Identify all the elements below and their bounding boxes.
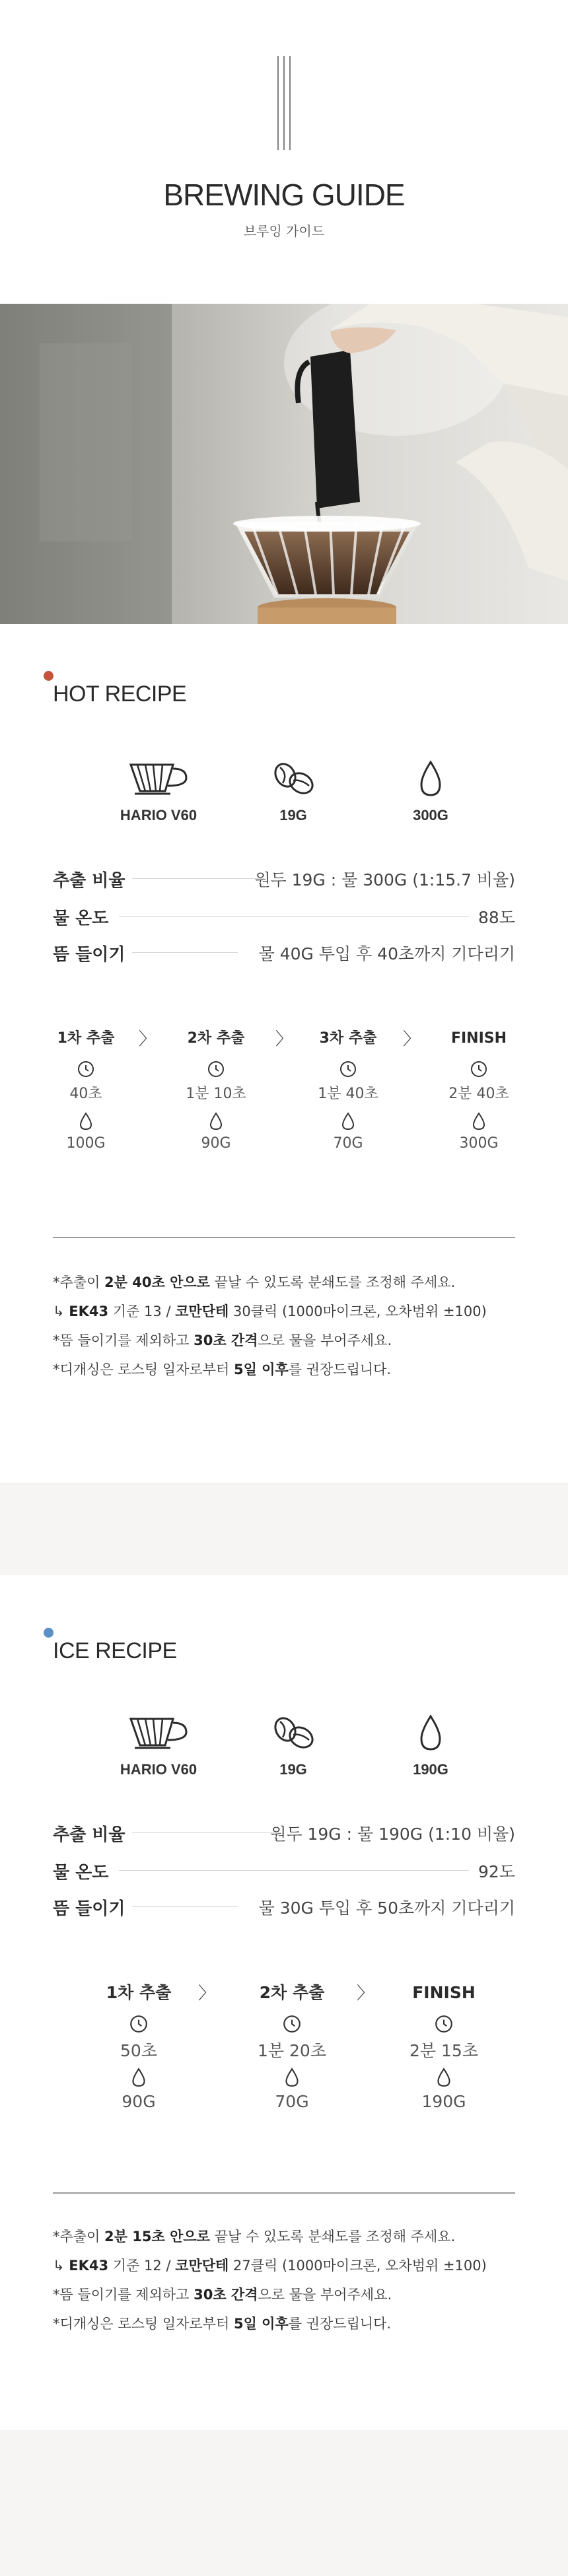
step-label: 2차 추출 [187, 1030, 245, 1047]
notes [53, 1268, 528, 1384]
page-header [0, 0, 568, 304]
step-3 [299, 1027, 398, 1155]
water-drop-icon [129, 2067, 149, 2088]
section-dot [44, 671, 53, 681]
notes [53, 2222, 528, 2338]
step-time: 1분 20초 [258, 2041, 326, 2060]
water-drop-icon [207, 1111, 225, 1131]
section-dot [44, 1628, 53, 1638]
step-water: 90G [122, 2092, 156, 2111]
note: ↳ EK43 기준 13 / 코만단테 30클릭 (1000마이크론, 오차범위 ±100) [53, 1304, 487, 1319]
water-drop-icon [77, 1111, 95, 1131]
step-2 [166, 1027, 266, 1155]
info-key: 물 온도 [53, 909, 109, 928]
step-time: 2분 15초 [409, 2041, 478, 2060]
arrow-icon: 〉 [138, 1029, 156, 1049]
note: *뜸 들이기를 제외하고 30초 간격으로 물을 부어주세요. [53, 1333, 392, 1348]
info-value: 물 40G 투입 후 40초까지 기다리기 [258, 944, 515, 963]
info-value: 물 30G 투입 후 50초까지 기다리기 [258, 1898, 515, 1918]
info-key: 추출 비율 [53, 1825, 125, 1845]
water-drop-icon [339, 1111, 357, 1131]
equipment-label: HARIO V60 [120, 1761, 197, 1778]
equipment-label: 300G [413, 807, 448, 823]
step-label: FINISH [450, 1030, 507, 1047]
coffee-bean-icon [260, 1714, 326, 1753]
clock-icon [434, 2014, 454, 2034]
leader-line [132, 952, 238, 953]
step-2 [239, 1981, 345, 2112]
step-water: 70G [333, 1135, 363, 1152]
note: *디개싱은 로스팅 일자로부터 5일 이후를 권장드립니다. [53, 2316, 392, 2332]
info-row-ratio [53, 867, 515, 893]
step-time: 50초 [120, 2041, 157, 2060]
extraction-steps [0, 1027, 568, 1185]
note: *디개싱은 로스팅 일자로부터 5일 이후를 권장드립니다. [53, 1362, 392, 1377]
dripper-icon [125, 1714, 192, 1753]
ice-recipe-section [0, 1615, 568, 2427]
equipment-beans [227, 1714, 359, 1778]
info-value: 88도 [478, 908, 515, 927]
step-label: 3차 추출 [319, 1030, 377, 1047]
step-finish [391, 1981, 497, 2112]
note: ↳ EK43 기준 12 / 코만단테 27클릭 (1000마이크론, 오차범위 ±100) [53, 2258, 487, 2274]
equipment-dripper [92, 1714, 225, 1778]
hero-photo [0, 304, 568, 624]
page-subtitle: 브루잉 가이드 [243, 223, 325, 239]
note: *추출이 2분 15초 안으로 끝날 수 있도록 분쇄도를 조정해 주세요. [53, 2229, 456, 2245]
step-label: 1차 추출 [106, 1983, 172, 2002]
equipment-beans [227, 759, 359, 823]
dripper-icon [125, 759, 192, 799]
info-value: 92도 [478, 1862, 515, 1881]
water-drop-icon [434, 2067, 454, 2088]
info-row-ratio [53, 1821, 515, 1848]
step-time: 1분 10초 [186, 1086, 246, 1102]
divider [53, 2192, 515, 2194]
leader-line [132, 878, 264, 879]
section-title: ICE RECIPE [53, 1638, 177, 1663]
step-1 [36, 1027, 135, 1155]
clock-icon [470, 1060, 488, 1078]
step-water: 300G [459, 1135, 499, 1152]
arrow-icon: 〉 [275, 1029, 293, 1049]
equipment-label: 19G [279, 1761, 307, 1778]
divider [53, 1237, 515, 1238]
water-drop-icon [398, 1714, 464, 1753]
step-label: 1차 추출 [57, 1030, 115, 1047]
extraction-steps [0, 1981, 568, 2140]
clock-icon [77, 1060, 95, 1078]
note: *뜸 들이기를 제외하고 30초 간격으로 물을 부어주세요. [53, 2287, 392, 2303]
section-separator [0, 1482, 568, 1575]
step-water: 70G [275, 2092, 309, 2111]
step-time: 1분 40초 [318, 1086, 378, 1102]
page-title: BREWING GUIDE [163, 178, 405, 212]
step-1 [86, 1981, 192, 2112]
step-label: FINISH [412, 1983, 476, 2002]
arrow-icon: 〉 [197, 1983, 215, 2003]
step-water: 100G [66, 1135, 106, 1152]
info-value: 원두 19G : 물 190G (1:10 비율) [270, 1825, 515, 1844]
equipment-label: HARIO V60 [120, 807, 197, 823]
leader-line [132, 1832, 281, 1833]
decorative-lines-icon [0, 56, 568, 150]
equipment-water [365, 759, 497, 823]
leader-line [119, 1870, 469, 1871]
info-key: 물 온도 [53, 1863, 109, 1883]
section-title: HOT RECIPE [53, 681, 187, 707]
equipment-label: 19G [279, 807, 307, 823]
info-key: 뜸 들이기 [53, 945, 125, 965]
coffee-bean-icon [260, 759, 326, 799]
step-label: 2차 추출 [259, 1983, 325, 2002]
footer-band [0, 2430, 568, 2576]
arrow-icon: 〉 [356, 1983, 374, 2003]
note: *추출이 2분 40초 안으로 끝날 수 있도록 분쇄도를 조정해 주세요. [53, 1274, 456, 1290]
pour-over-illustration [0, 304, 568, 624]
equipment-label: 190G [413, 1761, 448, 1778]
equipment-dripper [92, 759, 225, 823]
arrow-icon: 〉 [402, 1029, 420, 1049]
info-row-bloom [53, 941, 515, 967]
info-row-temperature [53, 905, 515, 931]
step-time: 2분 40초 [448, 1086, 509, 1102]
info-row-temperature [53, 1859, 515, 1885]
info-key: 뜸 들이기 [53, 1899, 125, 1919]
water-drop-icon [470, 1111, 488, 1131]
info-value: 원두 19G : 물 300G (1:15.7 비율) [254, 870, 515, 889]
leader-line [119, 916, 469, 917]
equipment-row [0, 759, 568, 839]
hot-recipe-section [0, 660, 568, 1479]
step-time: 40초 [69, 1086, 102, 1102]
water-drop-icon [398, 759, 464, 799]
leader-line [132, 1906, 238, 1907]
equipment-row [0, 1714, 568, 1793]
step-water: 90G [201, 1135, 231, 1152]
water-drop-icon [282, 2067, 302, 2088]
clock-icon [129, 2014, 149, 2034]
info-row-bloom [53, 1895, 515, 1922]
clock-icon [339, 1060, 357, 1078]
equipment-water [365, 1714, 497, 1778]
clock-icon [282, 2014, 302, 2034]
step-water: 190G [421, 2092, 466, 2111]
info-key: 추출 비율 [53, 871, 125, 891]
step-finish [429, 1027, 528, 1155]
clock-icon [207, 1060, 225, 1078]
